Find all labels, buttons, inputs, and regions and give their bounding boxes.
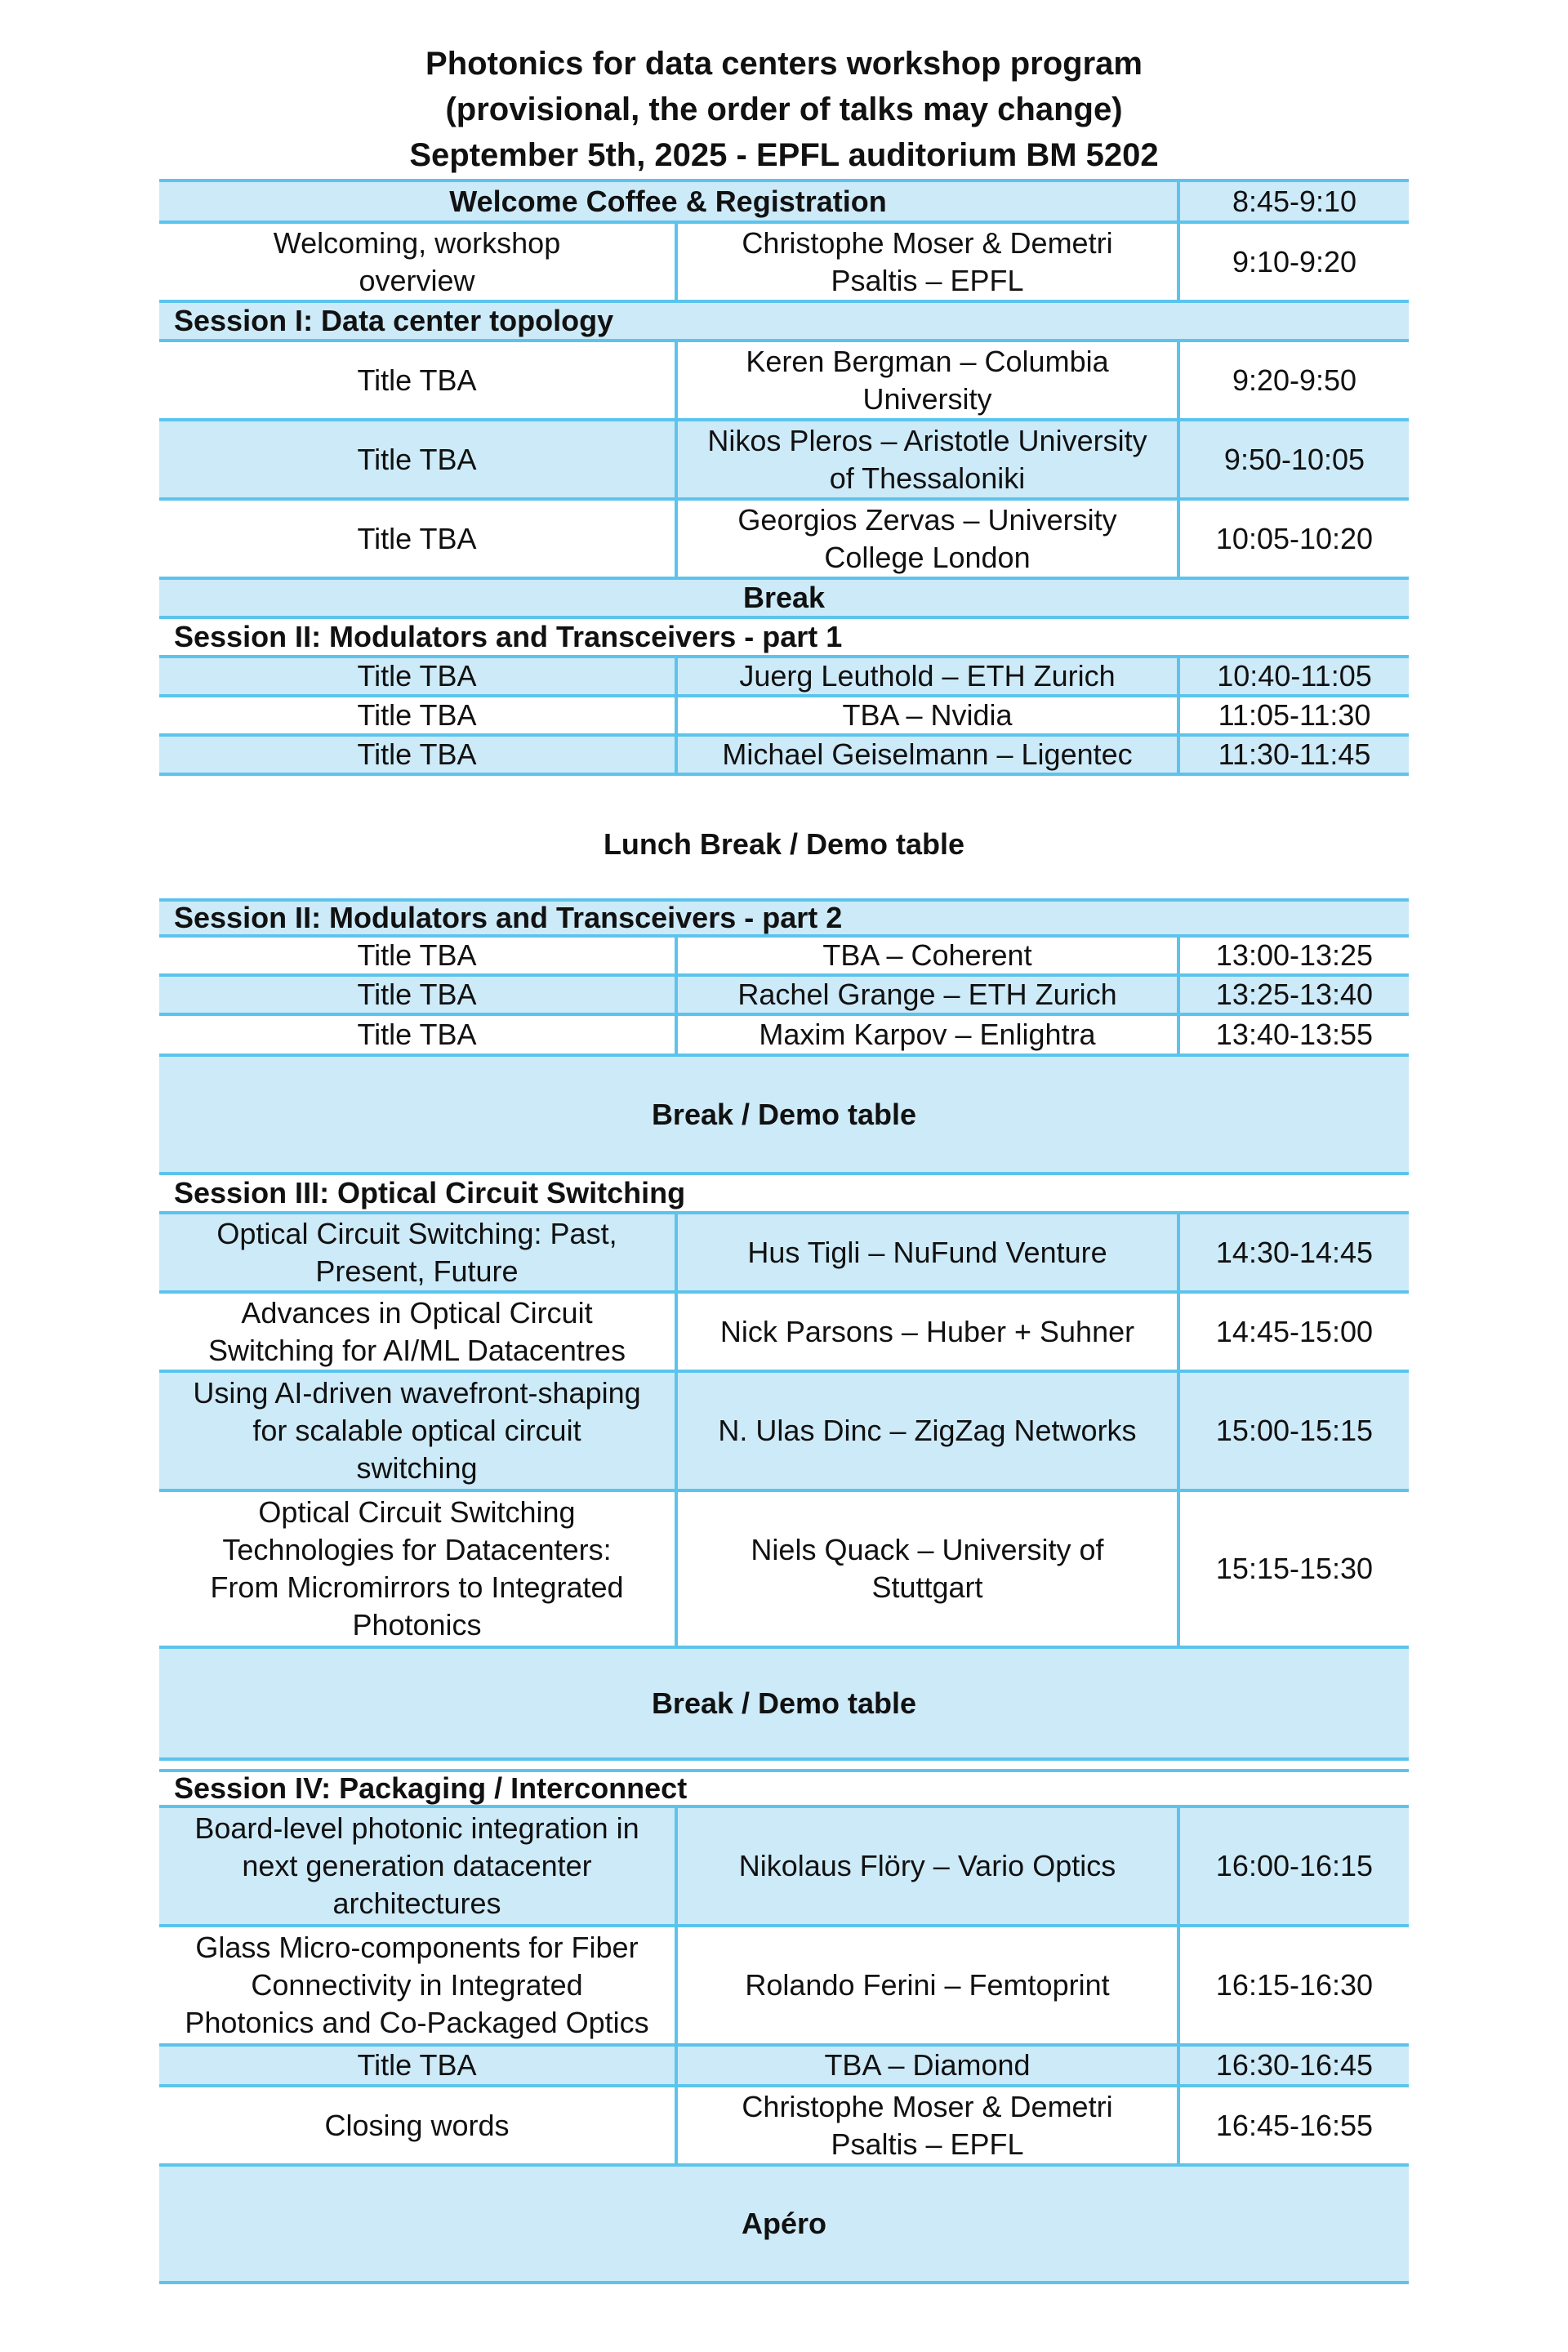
talk-row <box>159 2047 1409 2087</box>
title-line-2: (provisional, the order of talks may change) <box>445 91 1123 127</box>
talk-speaker: Christophe Moser & Demetri Psaltis – EPFL <box>678 224 1180 300</box>
talk-row <box>159 501 1409 580</box>
talk-row <box>159 1373 1409 1492</box>
talk-speaker: Keren Bergman – Columbia University <box>678 342 1180 418</box>
talk-time: 13:40-13:55 <box>1215 1018 1374 1051</box>
break-demo-row <box>159 1649 1409 1761</box>
session-2a-heading: Session II: Modulators and Transceivers - part 1 <box>174 620 843 653</box>
session-2a-heading-row <box>159 619 1409 658</box>
talk-row <box>159 938 1409 977</box>
talk-speaker: Niels Quack – University of Stuttgart <box>678 1492 1180 1646</box>
talk-speaker: Nikos Pleros – Aristotle University of Thessaloniki <box>678 421 1180 497</box>
talk-time: 15:00-15:15 <box>1215 1414 1374 1447</box>
talk-speaker: Christophe Moser & Demetri Psaltis – EPFL <box>678 2087 1180 2163</box>
lunch-row <box>159 808 1409 881</box>
talk-time: 16:15-16:30 <box>1215 1968 1374 2002</box>
session-4-heading: Session IV: Packaging / Interconnect <box>174 1771 688 1805</box>
talk-time: 11:05-11:30 <box>1218 698 1371 732</box>
talk-time: 9:10-9:20 <box>1232 244 1357 278</box>
talk-speaker: Georgios Zervas – University College London <box>678 501 1180 577</box>
talk-speaker: TBA – Diamond <box>678 2047 1180 2084</box>
talk-speaker: Michael Geiselmann – Ligentec <box>678 737 1180 773</box>
break-demo-label: Break / Demo table <box>651 1097 917 1131</box>
title-line-1: Photonics for data centers workshop program <box>425 46 1143 82</box>
break-label: Break <box>742 581 826 614</box>
talk-row <box>159 342 1409 421</box>
talk-speaker: Hus Tigli – NuFund Venture <box>678 1214 1180 1290</box>
apero-row <box>159 2167 1409 2284</box>
title-line-3: September 5th, 2025 - EPFL auditorium BM 5202 <box>409 137 1159 173</box>
talk-title: Title TBA <box>159 697 678 733</box>
talk-time: 10:40-11:05 <box>1217 659 1372 693</box>
talk-speaker: Maxim Karpov – Enlightra <box>678 1016 1180 1054</box>
talk-title: Title TBA <box>159 342 678 418</box>
talk-title: Title TBA <box>159 737 678 773</box>
talk-row <box>159 737 1409 776</box>
talk-time: 16:00-16:15 <box>1215 1849 1374 1882</box>
talk-speaker: TBA – Coherent <box>678 938 1180 973</box>
session-4-heading-row <box>159 1769 1409 1808</box>
talk-speaker: Rolando Ferini – Femtoprint <box>678 1927 1180 2043</box>
talk-title: Title TBA <box>159 1016 678 1054</box>
talk-row <box>159 697 1409 737</box>
talk-title: Welcoming, workshop overview <box>159 224 678 300</box>
session-1-heading: Session I: Data center topology <box>174 304 614 337</box>
talk-title: Optical Circuit Switching: Past, Present, Future <box>159 1214 678 1290</box>
talk-time: 13:25-13:40 <box>1215 978 1374 1011</box>
talk-row <box>159 1294 1409 1373</box>
break-demo-label: Break / Demo table <box>651 1686 917 1720</box>
talk-row <box>159 1214 1409 1294</box>
talk-time: 14:45-15:00 <box>1215 1314 1374 1348</box>
session-3-heading: Session III: Optical Circuit Switching <box>174 1176 686 1209</box>
talk-speaker: N. Ulas Dinc – ZigZag Networks <box>678 1373 1180 1489</box>
talk-title: Title TBA <box>159 2047 678 2084</box>
talk-speaker: Nikolaus Flöry – Vario Optics <box>678 1808 1180 1924</box>
talk-time: 11:30-11:45 <box>1218 737 1371 771</box>
talk-speaker: TBA – Nvidia <box>678 697 1180 733</box>
talk-title: Closing words <box>159 2087 678 2163</box>
talk-row <box>159 977 1409 1016</box>
talk-time: 15:15-15:30 <box>1215 1552 1374 1585</box>
apero-label: Apéro <box>741 2207 826 2240</box>
talk-time: 10:05-10:20 <box>1215 521 1374 555</box>
talk-time: 16:30-16:45 <box>1215 2048 1374 2082</box>
talk-row <box>159 1927 1409 2047</box>
talk-speaker: Juerg Leuthold – ETH Zurich <box>678 658 1180 694</box>
talk-time: 9:50-10:05 <box>1223 442 1365 476</box>
welcome-label: Welcome Coffee & Registration <box>159 182 1180 220</box>
talk-title: Title TBA <box>159 658 678 694</box>
talk-title: Title TBA <box>159 977 678 1013</box>
lunch-label: Lunch Break / Demo table <box>603 827 965 861</box>
talk-time: 9:20-9:50 <box>1232 363 1357 397</box>
talk-row <box>159 658 1409 697</box>
session-1-heading-row <box>159 303 1409 342</box>
break-demo-row <box>159 1057 1409 1175</box>
talk-title: Glass Micro-components for Fiber Connectivity in Integrated Photonics and Co-Packaged Optics <box>159 1927 678 2043</box>
break-row <box>159 580 1409 619</box>
talk-speaker: Rachel Grange – ETH Zurich <box>678 977 1180 1013</box>
talk-title: Optical Circuit Switching Technologies for Datacenters: From Micromirrors to Integrated Photonics <box>159 1492 678 1646</box>
talk-title: Board-level photonic integration in next generation datacenter architectures <box>159 1808 678 1924</box>
talk-time: 16:45-16:55 <box>1215 2108 1374 2142</box>
talk-title: Using AI-driven wavefront-shaping for scalable optical circuit switching <box>159 1373 678 1489</box>
talk-speaker: Nick Parsons – Huber + Suhner <box>678 1294 1180 1370</box>
welcome-row <box>159 179 1409 224</box>
session-2b-heading: Session II: Modulators and Transceivers - part 2 <box>174 901 843 934</box>
talk-row <box>159 1808 1409 1927</box>
page-title <box>0 41 1568 178</box>
talk-title: Advances in Optical Circuit Switching for AI/ML Datacentres <box>159 1294 678 1370</box>
talk-title: Title TBA <box>159 421 678 497</box>
talk-row <box>159 1016 1409 1057</box>
welcome-time: 8:45-9:10 <box>1232 184 1357 218</box>
talk-time: 14:30-14:45 <box>1215 1235 1374 1269</box>
talk-row <box>159 2087 1409 2167</box>
opening-row <box>159 224 1409 303</box>
talk-row <box>159 1492 1409 1649</box>
talk-time: 13:00-13:25 <box>1215 938 1374 972</box>
talk-title: Title TBA <box>159 501 678 577</box>
talk-row <box>159 421 1409 501</box>
session-2b-heading-row <box>159 898 1409 938</box>
session-3-heading-row <box>159 1175 1409 1214</box>
talk-title: Title TBA <box>159 938 678 973</box>
